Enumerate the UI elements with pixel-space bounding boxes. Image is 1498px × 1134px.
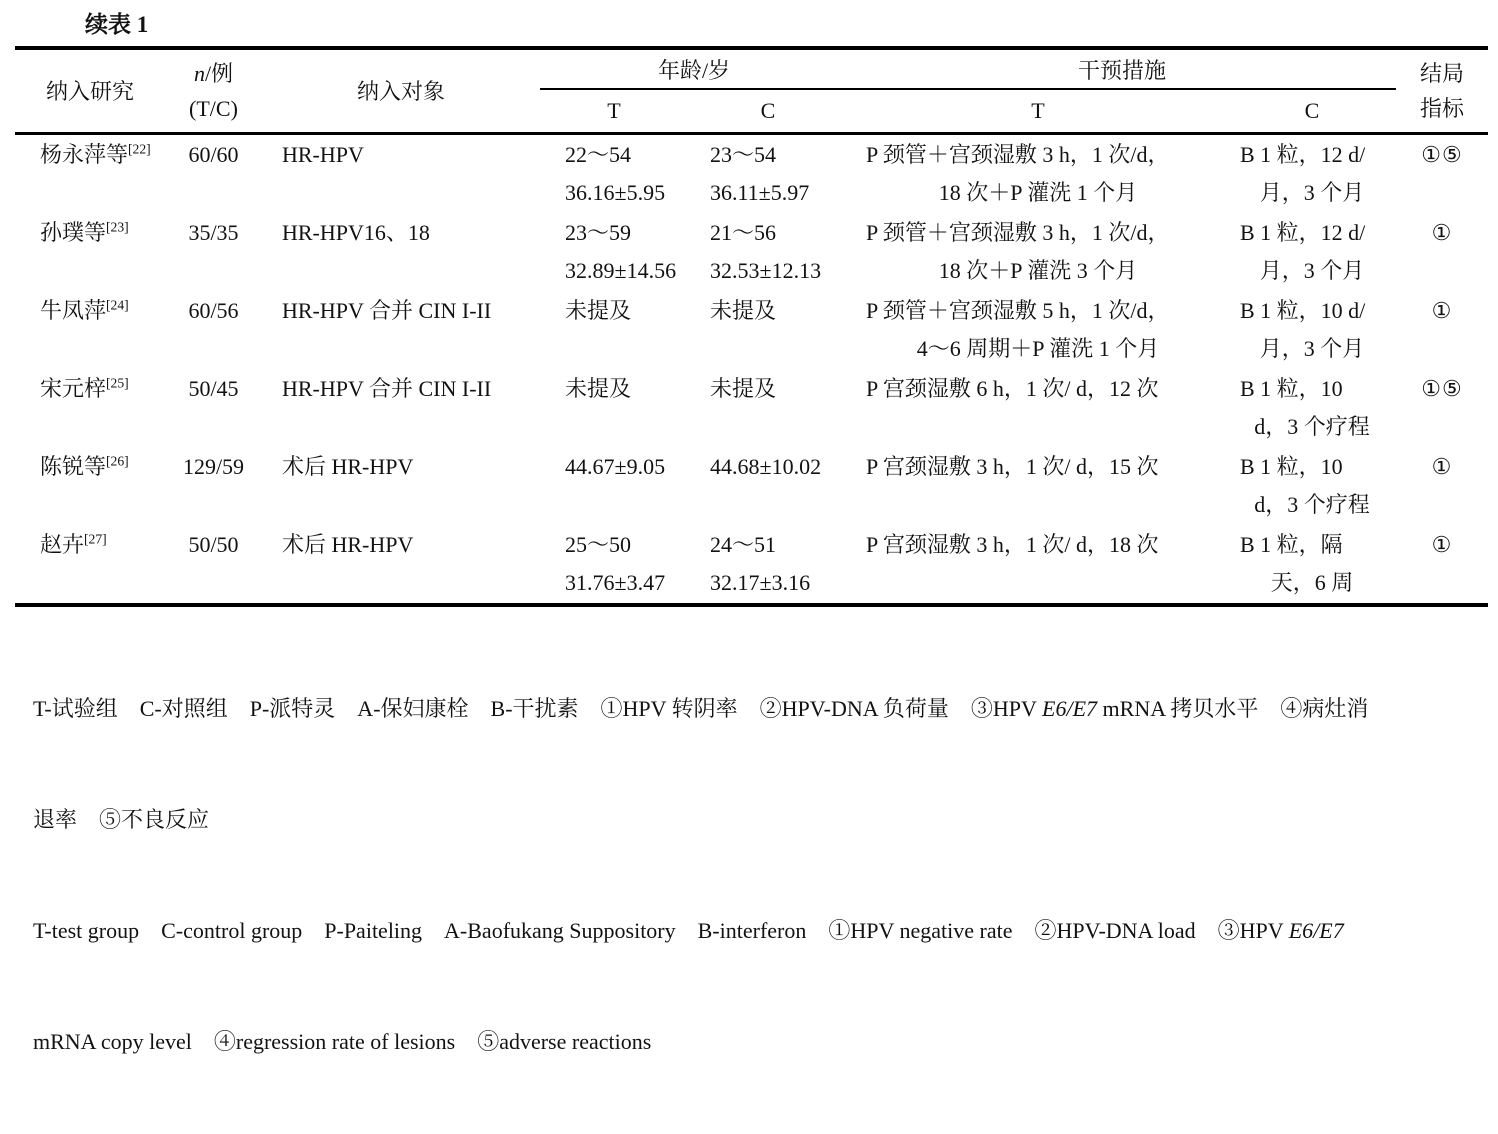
cell-intervention-t: [848, 133, 1228, 213]
intervention-c-line1: B 1 粒，10 d/: [1240, 297, 1366, 323]
cell-age-c: [688, 133, 848, 213]
cell-subjects: HR-HPV 合并 CIN I-II: [282, 375, 492, 401]
intervention-c-line1: B 1 粒，10: [1240, 453, 1343, 479]
age-t-line1: 44.67±9.05: [565, 453, 666, 479]
cell-subjects: HR-HPV16、18: [282, 219, 430, 245]
intervention-t-line1: P 颈管＋宫颈湿敷 3 h，1 次/d，: [866, 219, 1170, 245]
cell-age-t: [540, 525, 688, 605]
table-row: [15, 447, 1488, 525]
intervention-c-line2: 月，3 个月: [1259, 180, 1365, 205]
cell-age-t: [540, 291, 688, 369]
header-n-line2: (T/C): [189, 95, 238, 121]
cell-study: 赵卉[27]: [40, 531, 107, 557]
age-t-line1: 23～59: [565, 219, 632, 245]
cell-subjects: HR-HPV: [282, 141, 364, 167]
age-t-line1: 未提及: [565, 375, 632, 401]
header-age-c: C: [760, 97, 776, 123]
age-t-line2: 36.16±5.95: [565, 180, 666, 205]
intervention-c-line1: B 1 粒，12 d/: [1240, 219, 1366, 245]
table-row: [15, 291, 1488, 369]
cell-subjects: HR-HPV 合并 CIN I-II: [282, 297, 492, 323]
cell-age-t: [540, 369, 688, 447]
age-c-line1: 24～51: [710, 531, 777, 557]
cell-outcome: ①⑤: [1421, 141, 1463, 167]
footnote-en-line2: mRNA copy level ④regression rate of lesions ⑤adverse reactions: [33, 1028, 652, 1054]
cell-age-t: [540, 133, 688, 213]
cell-age-t: [540, 213, 688, 291]
age-c-line1: 23～54: [710, 141, 777, 167]
table-header: [15, 48, 1488, 133]
cell-outcome: ①⑤: [1421, 375, 1463, 401]
header-age-group: 年龄/岁: [540, 48, 848, 89]
intervention-t-line1: P 宫颈湿敷 6 h，1 次/ d，12 次: [866, 375, 1159, 401]
cell-outcome: ①: [1431, 297, 1453, 323]
intervention-c-line1: B 1 粒，隔: [1240, 531, 1343, 557]
cell-study: 孙璞等[23]: [40, 219, 129, 245]
intervention-c-line2: 月，3 个月: [1259, 336, 1365, 361]
header-age-t: T: [607, 97, 621, 123]
cell-intervention-c: [1228, 447, 1396, 525]
cell-intervention-t: [848, 291, 1228, 369]
cell-n: 50/45: [188, 375, 239, 401]
intervention-t-line2: 18 次＋P 灌洗 1 个月: [938, 180, 1138, 205]
header-intervention-group: 干预措施: [848, 48, 1396, 89]
age-c-line1: 未提及: [710, 297, 777, 323]
intervention-c-line1: B 1 粒，12 d/: [1240, 141, 1366, 167]
cell-age-c: [688, 525, 848, 605]
header-subjects: 纳入对象: [356, 79, 445, 105]
intervention-c-line1: B 1 粒，10: [1240, 375, 1343, 401]
cell-subjects: 术后 HR-HPV: [282, 453, 414, 479]
cell-intervention-c: [1228, 369, 1396, 447]
cell-age-t: [540, 447, 688, 525]
intervention-c-line2: 月，3 个月: [1259, 258, 1365, 283]
cell-age-c: [688, 369, 848, 447]
intervention-t-line1: P 颈管＋宫颈湿敷 3 h，1 次/d，: [866, 141, 1170, 167]
cell-n: 129/59: [182, 453, 245, 479]
intervention-t-line1: P 宫颈湿敷 3 h，1 次/ d，18 次: [866, 531, 1159, 557]
age-t-line2: 31.76±3.47: [565, 570, 666, 595]
cell-outcome: ①: [1431, 453, 1453, 479]
intervention-t-line2: 18 次＋P 灌洗 3 个月: [938, 258, 1138, 283]
cell-intervention-t: [848, 369, 1228, 447]
age-c-line1: 未提及: [710, 375, 777, 401]
intervention-c-line2: d，3 个疗程: [1254, 492, 1370, 517]
cell-age-c: [688, 213, 848, 291]
cell-n: 50/50: [188, 531, 239, 557]
cell-n: 60/56: [188, 297, 239, 323]
cell-age-c: [688, 291, 848, 369]
cell-intervention-t: [848, 447, 1228, 525]
cell-intervention-c: [1228, 525, 1396, 605]
footnotes: [33, 616, 1468, 1134]
cell-study: 杨永萍等[22]: [40, 141, 151, 167]
intervention-t-line2: 4～6 周期＋P 灌洗 1 个月: [916, 336, 1160, 361]
cell-intervention-c: [1228, 291, 1396, 369]
cell-study: 宋元梓[25]: [40, 375, 129, 401]
header-outcome-line2: 指标: [1420, 95, 1465, 121]
intervention-c-line2: d，3 个疗程: [1254, 414, 1370, 439]
age-t-line1: 未提及: [565, 297, 632, 323]
table-row: [15, 525, 1488, 605]
cell-n: 60/60: [188, 141, 239, 167]
cell-subjects: 术后 HR-HPV: [282, 531, 414, 557]
footnote-cn-line2: 退率 ⑤不良反应: [33, 806, 210, 832]
age-c-line2: 36.11±5.97: [710, 180, 810, 205]
cell-intervention-t: [848, 213, 1228, 291]
cell-intervention-t: [848, 525, 1228, 605]
header-outcome-line1: 结局: [1420, 60, 1465, 86]
age-t-line1: 22～54: [565, 141, 632, 167]
cell-study: 牛凤萍[24]: [40, 297, 129, 323]
age-t-line1: 25～50: [565, 531, 632, 557]
table-row: [15, 369, 1488, 447]
header-n-line1: n/例: [193, 60, 234, 86]
cell-intervention-c: [1228, 133, 1396, 213]
footnote-cn-line1: T-试验组 C-对照组 P-派特灵 A-保妇康栓 B-干扰素 ①HPV 转阴率 ②HPV-DNA 负荷量 ③HPV E6/E7 mRNA 拷贝水平 ④病灶消: [33, 695, 1369, 721]
table-row: [15, 133, 1488, 213]
intervention-t-line1: P 宫颈湿敷 3 h，1 次/ d，15 次: [866, 453, 1159, 479]
study-table: [15, 46, 1488, 607]
age-t-line2: 32.89±14.56: [565, 258, 677, 283]
age-c-line2: 32.17±3.16: [710, 570, 811, 595]
cell-study: 陈锐等[26]: [40, 453, 129, 479]
table-row: [15, 213, 1488, 291]
header-study: 纳入研究: [45, 79, 134, 105]
cell-outcome: ①: [1431, 219, 1453, 245]
cell-age-c: [688, 447, 848, 525]
header-intervention-t: T: [1031, 97, 1045, 123]
cell-intervention-c: [1228, 213, 1396, 291]
header-outcome: [1396, 48, 1488, 133]
table-body: [15, 133, 1488, 605]
age-c-line2: 32.53±12.13: [710, 258, 822, 283]
header-n: [165, 48, 262, 133]
age-c-line1: 21～56: [710, 219, 777, 245]
cell-outcome: ①: [1431, 531, 1453, 557]
table-title: 续表 1: [85, 12, 149, 37]
header-intervention-c: C: [1304, 97, 1320, 123]
cell-n: 35/35: [188, 219, 239, 245]
age-c-line1: 44.68±10.02: [710, 453, 822, 479]
intervention-c-line2: 天，6 周: [1270, 570, 1354, 595]
intervention-t-line1: P 颈管＋宫颈湿敷 5 h，1 次/d，: [866, 297, 1170, 323]
footnote-en-line1: T-test group C-control group P-Paiteling A-Baofukang Suppository B-interferon ①HPV negative rate ②HPV-DNA load ③HPV E6/E7: [33, 917, 1344, 943]
